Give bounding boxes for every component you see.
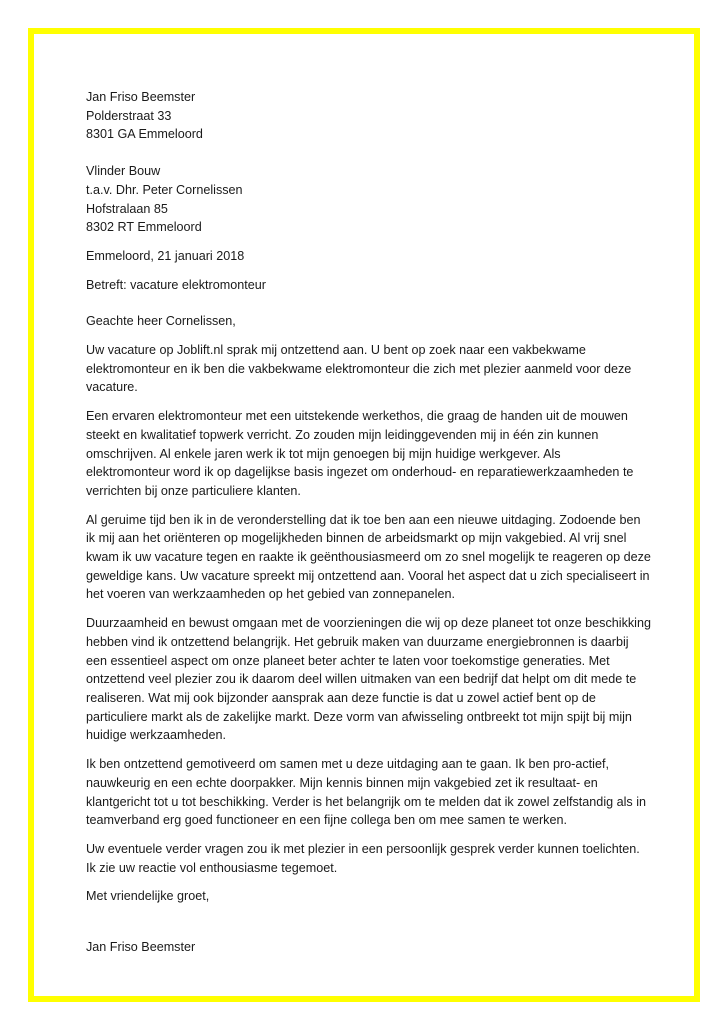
paragraph-line: hebben vind ik ontzettend belangrijk. Het gebruik maken van duurzame energiebronnen is daarbij [86,634,629,649]
paragraph-4 [86,614,651,745]
paragraph-1 [86,341,646,397]
sender-name: Jan Friso Beemster [86,90,196,104]
paragraph-line: elektromonteur en ik ben die vakbekwame elektromonteur die zich met plezier aanmeld voor deze [86,361,632,376]
letter-date: Emmeloord, 21 januari 2018 [86,248,245,263]
recipient-attention: t.a.v. Dhr. Peter Cornelissen [86,182,243,197]
recipient-street: Hofstralaan 85 [86,201,168,216]
paragraph-line: vacature. [86,380,138,395]
paragraph-line: kwam ik uw vacature tegen en raakte ik geënthousiasmeerd om zo snel mogelijk te reageren op deze [86,550,651,565]
paragraph-line: geweldige kans. Uw vacature spreekt mij ontzettend aan. Vooral het aspect dat u zich specialiseert in [86,568,650,583]
paragraph-line: particuliere markt als de zakelijke markt. Deze vorm van afwisseling ontbreekt tot mijn spijt bij mijn [86,709,632,724]
paragraph-line: ik mij aan het oriënteren op mogelijkheden binnen de arbeidsmarkt op mijn vakgebied. Al vrij snel [86,531,627,546]
signature-name: Jan Friso Beemster [86,940,196,955]
recipient-city: 8302 RT Emmeloord [86,220,202,235]
paragraph-line: verrichten bij onze particuliere klanten. [86,483,301,498]
paragraph-line: elektromonteur word ik op dagelijkse basis ingezet om onderhoud- en reparatiewerkzaamheden te [86,465,634,480]
paragraph-2 [86,407,646,501]
paragraph-6 [86,840,646,877]
letter-body [86,88,651,957]
sender-city: 8301 GA Emmeloord [86,127,203,142]
salutation: Geachte heer Cornelissen, [86,314,236,329]
paragraph-line: Een ervaren elektromonteur met een uitstekende werkethos, die graag de handen uit de mouwen [86,409,628,424]
paragraph-line: omschrijven. Al enkele jaren werk ik tot mijn genoegen bij mijn huidige werkgever. Als [86,446,561,461]
paragraph-line: huidige werkzaamheden. [86,728,227,743]
paragraph-line: het voeren van werkzaamheden op het gebied van zonnepanelen. [86,587,455,602]
paragraph-line: steekt en kwalitatief topwerk verricht. Zo zouden mijn leidinggevenden mij in één zin kunnen [86,427,599,442]
sender-address [86,88,646,144]
paragraph-line: Ik zie uw reactie vol enthousiasme tegemoet. [86,860,338,875]
paragraph-3 [86,511,651,605]
letter-subject: Betreft: vacature elektromonteur [86,277,266,292]
paragraph-line: Ik ben ontzettend gemotiveerd om samen met u deze uitdaging aan te gaan. Ik ben pro-actief, [86,757,609,772]
paragraph-line: ontzettend veel plezier zou ik daarom deel willen uitmaken van een bedrijf dat helpt om dit mede te [86,672,637,687]
paragraph-line: Uw vacature op Joblift.nl sprak mij ontzettend aan. U bent op zoek naar een vakbekwame [86,343,586,358]
paragraph-line: Duurzaamheid en bewust omgaan met de voorzieningen die wij op deze planeet tot onze beschikking [86,616,651,631]
paragraph-line: realiseren. Wat mij ook bijzonder aansprak aan deze functie is dat u zowel actief bent op de [86,690,596,705]
paragraph-line: Al geruime tijd ben ik in de veronderstelling dat ik toe ben aan een nieuwe uitdaging. Zodoende ben [86,512,641,527]
paragraph-line: Uw eventuele verder vragen zou ik met plezier in een persoonlijk gesprek verder kunnen toelichten. [86,841,640,856]
paragraph-5 [86,755,646,830]
recipient-address [86,162,646,237]
paragraph-line: een essentieel aspect om onze planeet beter achter te laten voor toekomstige generaties. Met [86,653,610,668]
paragraph-line: nauwkeurig en een echte doorpakker. Mijn kennis binnen mijn vakgebied zet ik resultaat- en [86,775,598,790]
paragraph-line: teamverband erg goed functioneer en een fijne collega ben om mee samen te werken. [86,813,567,828]
closing-greeting: Met vriendelijke groet, [86,889,210,904]
paragraph-line: klantgericht tot u tot beschikking. Verder is het belangrijk om te melden dat ik zowel zelfstandig als in [86,794,647,809]
recipient-company: Vlinder Bouw [86,164,161,179]
sender-street: Polderstraat 33 [86,108,172,123]
